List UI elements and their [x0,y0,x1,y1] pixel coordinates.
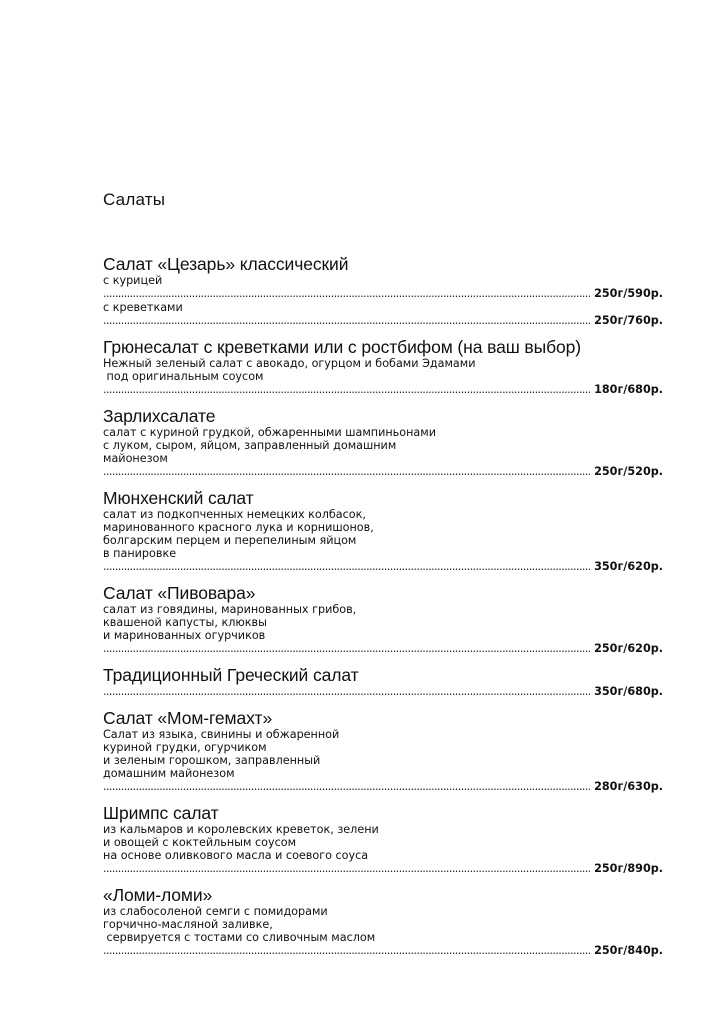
salad-menu [103,255,663,968]
menu-item-desc: болгарским перцем и перепелиным яйцом [103,534,357,547]
price-line [103,465,663,479]
menu-item-price: 250г/760р. [594,314,663,327]
menu-item-desc: на основе оливкового масла и соевого соуса [103,849,369,862]
menu-item-desc: из кальмаров и королевских креветок, зелени [103,823,379,836]
price-line [103,944,663,958]
menu-item-price: 250г/590р. [594,287,663,300]
menu-item-title: Мюнхенский салат [103,488,254,508]
menu-item-title: Салат «Мом-гемахт» [103,708,273,728]
menu-item-price: 350г/620р. [594,560,663,573]
menu-item-price: 350г/680р. [594,685,663,698]
menu-item-desc: горчично-масляной заливке, [103,918,273,931]
price-line [103,685,663,699]
leader-dots [103,642,590,656]
price-line [103,314,663,328]
menu-item-title: Зарлихсалате [103,406,216,426]
leader-dots [103,383,590,397]
menu-item [103,804,663,876]
menu-item-desc: Нежный зеленый салат с авокадо, огурцом и бобами Эдамами [103,357,476,370]
menu-item [103,666,663,699]
menu-item-desc: квашеной капусты, клюквы [103,616,267,629]
menu-item-desc: и маринованных огурчиков [103,629,266,642]
menu-item [103,886,663,958]
menu-item-title: Шримпс салат [103,803,219,823]
leader-dots [103,685,590,699]
menu-item-variant: с курицей [103,274,163,287]
menu-item-desc: под оригинальным соусом [103,370,264,383]
menu-item-price: 250г/520р. [594,465,663,478]
leader-dots [103,314,590,328]
menu-item [103,584,663,656]
leader-dots [103,465,590,479]
leader-dots [103,944,590,958]
menu-item [103,709,663,794]
price-line [103,383,663,397]
menu-item [103,255,663,328]
price-line [103,780,663,794]
leader-dots [103,862,590,876]
section-title: Салаты [103,190,166,209]
leader-dots [103,560,590,574]
menu-item-desc: салат из подкопченных немецких колбасок, [103,508,366,521]
menu-item-desc: маринованного красного лука и корнишонов, [103,521,374,534]
leader-dots [103,780,590,794]
menu-item [103,407,663,479]
menu-item-desc: с луком, сыром, яйцом, заправленный домашним [103,439,397,452]
menu-item-desc: майонезом [103,452,168,465]
menu-item-desc: в панировке [103,547,177,560]
menu-item [103,489,663,574]
menu-item-desc: домашним майонезом [103,767,235,780]
leader-dots [103,287,590,301]
menu-item-title: Традиционный Греческий салат [103,665,359,685]
menu-item-title: Салат «Цезарь» классический [103,254,349,274]
menu-item-price: 250г/620р. [594,642,663,655]
price-line [103,287,663,301]
price-line [103,642,663,656]
menu-item-desc: и зеленым горошком, заправленный [103,754,321,767]
menu-item-price: 280г/630р. [594,780,663,793]
menu-item-desc: куриной грудки, огурчиком [103,741,267,754]
menu-item-desc: из слабосоленой семги с помидорами [103,905,328,918]
menu-item [103,338,663,397]
price-line [103,560,663,574]
menu-item-variant: с креветками [103,301,183,314]
menu-item-title: «Ломи-ломи» [103,885,213,905]
menu-item-price: 180г/680р. [594,383,663,396]
menu-item-desc: и овощей с коктейльным соусом [103,836,297,849]
menu-item-desc: салат с куриной грудкой, обжаренными шампиньонами [103,426,436,439]
menu-item-title: Салат «Пивовара» [103,583,256,603]
price-line [103,862,663,876]
menu-item-price: 250г/840р. [594,944,663,957]
menu-item-desc: Салат из языка, свинины и обжаренной [103,728,340,741]
menu-item-title: Грюнесалат с креветками или с ростбифом (на ваш выбор) [103,337,582,357]
menu-item-desc: салат из говядины, маринованных грибов, [103,603,357,616]
menu-item-price: 250г/890р. [594,862,663,875]
menu-item-desc: сервируется с тостами со сливочным маслом [103,931,376,944]
